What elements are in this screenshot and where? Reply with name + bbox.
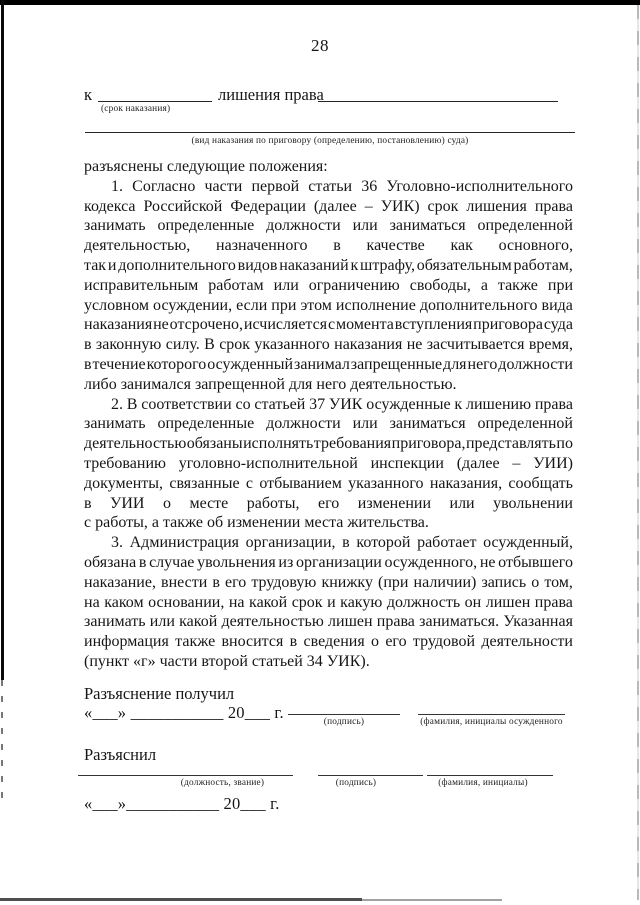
received-name-blank [418, 698, 565, 715]
form-prefix: к [84, 85, 93, 104]
punishment-type-blank-line [85, 116, 575, 133]
explained-name-blank [427, 759, 553, 776]
body-line: деятельностью обязаны исполнять требования приговора, представлять по [84, 435, 573, 453]
body-line: разъяснены следующие положения: [84, 158, 328, 175]
body-line: обязана в случае увольнения из организации осужденного, не отбывшего [84, 553, 573, 571]
body-line: (пункт «г» части второй статьей 34 УИК). [84, 652, 370, 670]
received-date-line: «___» ___________ 20___ г. [84, 703, 284, 722]
scan-edge-top [0, 0, 640, 5]
explained-position-blank [78, 759, 293, 776]
received-name-caption: (фамилия, инициалы осужденного [420, 717, 563, 727]
body-line: деятельностью, назначенного в качестве как основного, [84, 237, 573, 255]
explained-name-caption: (фамилия, инициалы) [438, 778, 528, 788]
body-line: требованию уголовно-исполнительной инспекции (далее – УИИ) [84, 454, 573, 472]
body-line: на каком основании, на какой срок и какую должность он лишен права [84, 593, 573, 611]
explained-title: Разъяснил [84, 745, 157, 764]
body-line: наказание, внести в его трудовую книжку (при наличии) запись о том, [84, 573, 573, 591]
received-signature-blank [288, 698, 400, 715]
scan-edge-right [637, 5, 639, 900]
body-line: 3. Администрация организации, в которой работает осужденный, [111, 534, 573, 552]
scan-edge-bottom-light [362, 899, 502, 901]
body-line: в УИИ о месте работы, его изменении или увольнении [84, 494, 573, 512]
body-line: в течение которого осужденный занимал запрещенные для него должности [84, 355, 573, 373]
punishment-type-caption: (вид наказания по приговору (определению, постановлению) суда) [191, 136, 469, 146]
body-line: занимать определенные должности или заниматься определенной [84, 217, 573, 235]
right-blank-line [318, 85, 558, 102]
explained-signature-blank [318, 759, 423, 776]
received-signature-caption: (подпись) [323, 717, 365, 727]
form-between-text: лишения права [218, 85, 324, 104]
term-caption: (срок наказания) [101, 104, 171, 114]
body-line: 1. Согласно части первой статьи 36 Уголовно-исполнительного [111, 177, 573, 195]
scan-edge-left [1, 0, 4, 680]
body-line: занимать или какой деятельностью лишен права заниматься. Указанная [84, 613, 573, 631]
body-line: исправительным работам или ограничению свободы, а также при [84, 276, 573, 294]
body-line: так и дополнительного видов наказаний к штрафу, обязательным работам, [84, 256, 573, 274]
body-line: 2. В соответствии со статьей 37 УИК осужденные к лишению права [111, 395, 573, 413]
body-line: с работы, а также об изменении места жительства. [84, 514, 429, 532]
page-number: 28 [311, 36, 329, 55]
body-line: занимать определенные должности или заниматься определенной [84, 415, 573, 433]
received-title: Разъяснение получил [84, 684, 235, 703]
explained-signature-caption: (подпись) [335, 778, 377, 788]
scan-edge-bottom [0, 898, 362, 901]
body-line: документы, связанные с отбыванием указанного наказания, сообщать [84, 474, 573, 492]
body-line: кодекса Российской Федерации (далее – УИК) срок лишения права [84, 197, 573, 215]
body-text [84, 157, 573, 672]
scan-edge-left-dashes [1, 680, 3, 800]
body-line: либо занимался запрещенной для него деятельностью. [84, 375, 457, 393]
explained-date-line: «___»___________ 20___ г. [84, 794, 280, 813]
body-line: условном осуждении, если при этом исполнение дополнительного вида [84, 296, 573, 314]
body-line: в законную силу. В срок указанного наказания не засчитывается время, [84, 336, 573, 354]
term-blank-line [98, 85, 212, 102]
explained-position-caption: (должность, звание) [180, 778, 265, 788]
body-line: наказания не отсрочено, исчисляется с момента вступления приговора суда [84, 316, 573, 334]
body-line: информация также вносится в сведения о его трудовой деятельности [84, 633, 573, 651]
